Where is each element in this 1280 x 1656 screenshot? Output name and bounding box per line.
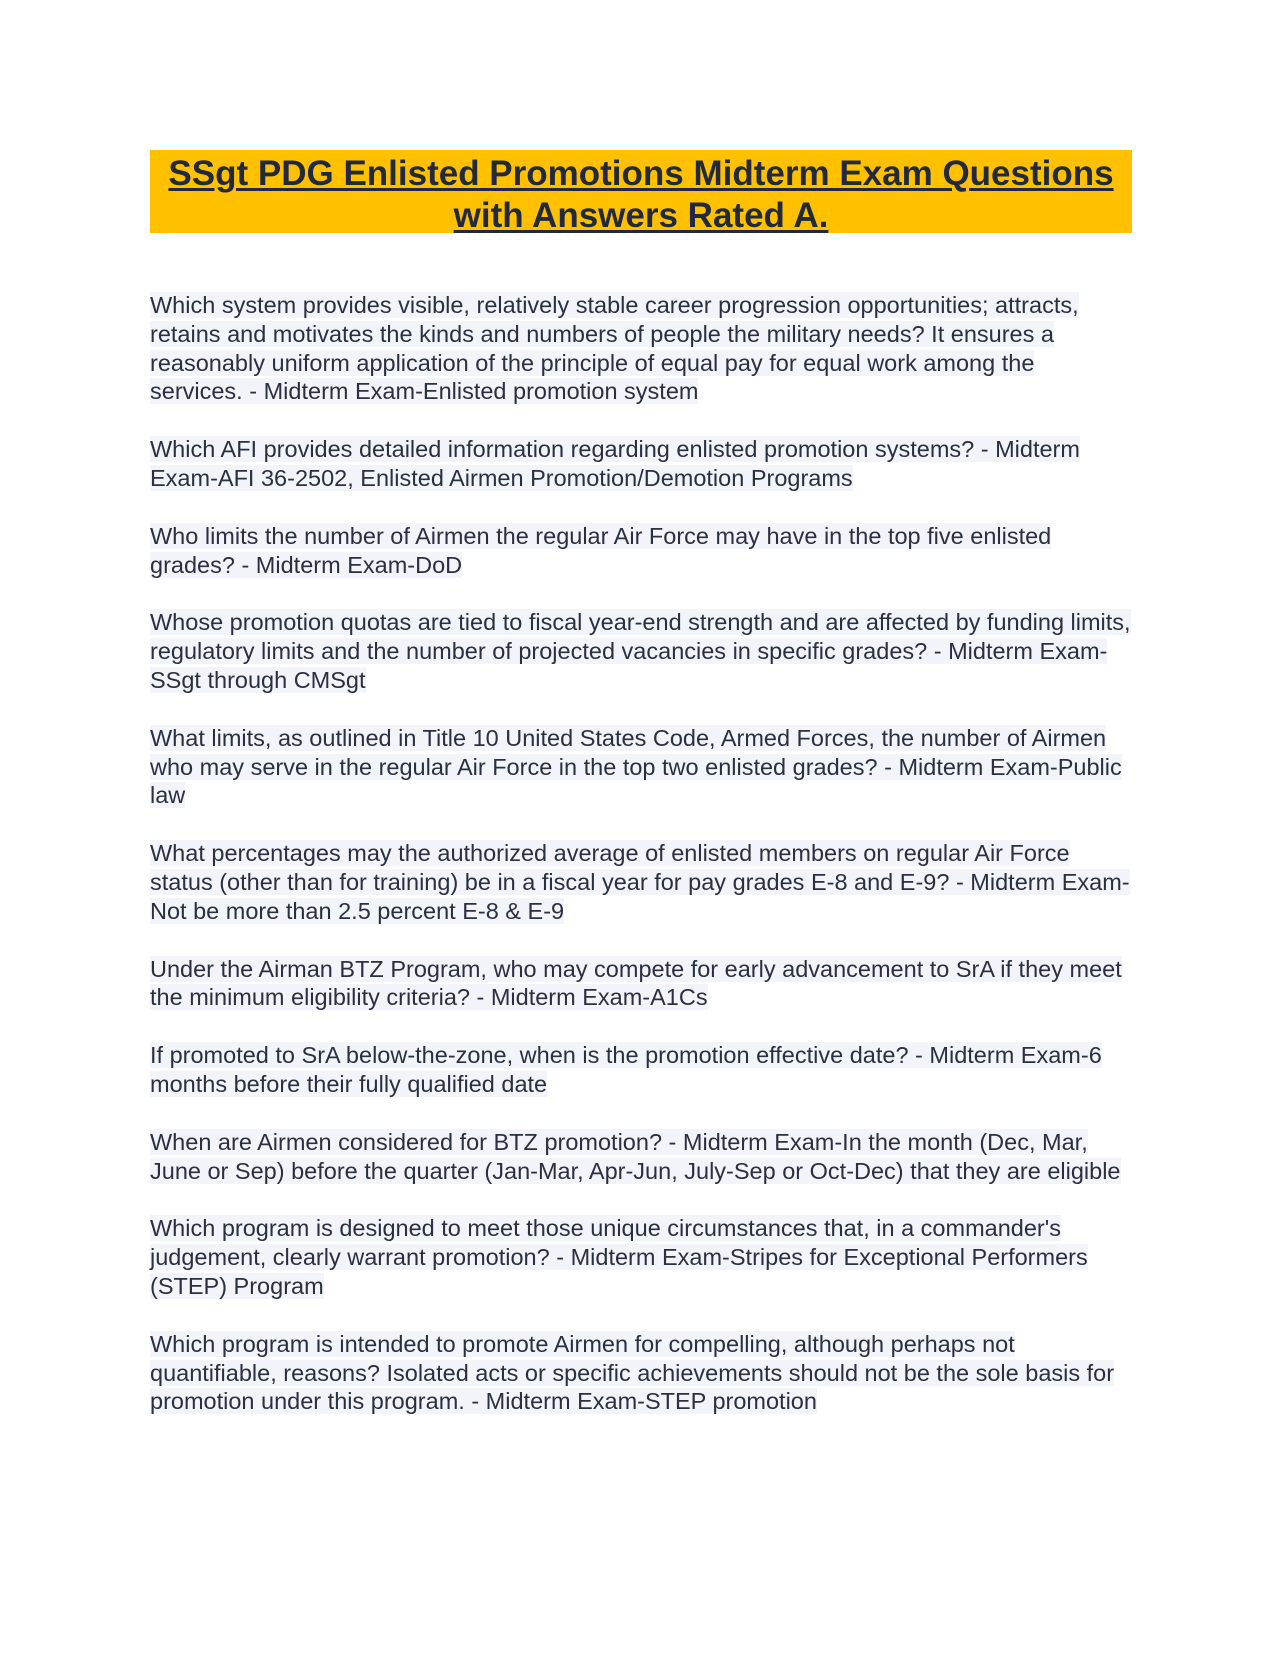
qa-list [150,291,1132,1416]
qa-text: Which program is designed to meet those unique circumstances that, in a commander's judgement, clearly warrant promotion? - Midterm Exam-Stripes for Exceptional Performers (STEP) Program [150,1215,1088,1299]
qa-item [150,1330,1132,1416]
qa-text: Which program is intended to promote Airmen for compelling, although perhaps not quantifiable, reasons? Isolated acts or specific achievements should not be the sole basis for promotion under this program. - Midterm Exam-STEP promotion [150,1330,1115,1415]
qa-item [150,955,1132,1013]
qa-item [150,1041,1132,1099]
qa-text: Who limits the number of Airmen the regular Air Force may have in the top five enlisted grades? - Midterm Exam-DoD [150,522,1052,578]
qa-text: When are Airmen considered for BTZ promotion? - Midterm Exam-In the month (Dec, Mar, June or Sep) before the quarter (Jan-Mar, Apr-Jun, July-Sep or Oct-Dec) that they are eligible [150,1128,1121,1184]
qa-item [150,724,1132,810]
qa-item [150,522,1132,580]
qa-text: Whose promotion quotas are tied to fiscal year-end strength and are affected by funding limits, regulatory limits and the number of projected vacancies in specific grades? - Midterm Exam-SSgt through CMSgt [150,609,1131,693]
qa-text: Which system provides visible, relatively stable career progression opportunities; attracts, retains and motivates the kinds and numbers of people the military needs? It ensures a reasonably uniform application of the principle of equal pay for equal work among the services. - Midterm Exam-Enlisted promotion system [150,292,1079,405]
qa-item [150,839,1132,925]
qa-text: Which AFI provides detailed information regarding enlisted promotion systems? - Midterm Exam-AFI 36-2502, Enlisted Airmen Promotion/Demotion Programs [150,436,1080,491]
document-title: SSgt PDG Enlisted Promotions Midterm Exam Questions with Answers Rated A. [168,154,1114,235]
qa-item [150,435,1132,493]
document-page [150,150,1132,1445]
qa-text: What limits, as outlined in Title 10 United States Code, Armed Forces, the number of Airmen who may serve in the regular Air Force in the top two enlisted grades? - Midterm Exam-Public law [150,724,1122,809]
qa-item [150,608,1132,694]
qa-text: Under the Airman BTZ Program, who may compete for early advancement to SrA if they meet the minimum eligibility criteria? - Midterm Exam-A1Cs [150,955,1122,1011]
qa-item [150,291,1132,406]
title-banner [150,150,1132,233]
qa-item [150,1214,1132,1300]
qa-item [150,1128,1132,1186]
qa-text: If promoted to SrA below-the-zone, when is the promotion effective date? - Midterm Exam-6 months before their fully qualified date [150,1042,1102,1097]
qa-text: What percentages may the authorized average of enlisted members on regular Air Force status (other than for training) be in a fiscal year for pay grades E-8 and E-9? - Midterm Exam-Not be more than 2.5 percent E-8 & E-9 [150,840,1130,924]
